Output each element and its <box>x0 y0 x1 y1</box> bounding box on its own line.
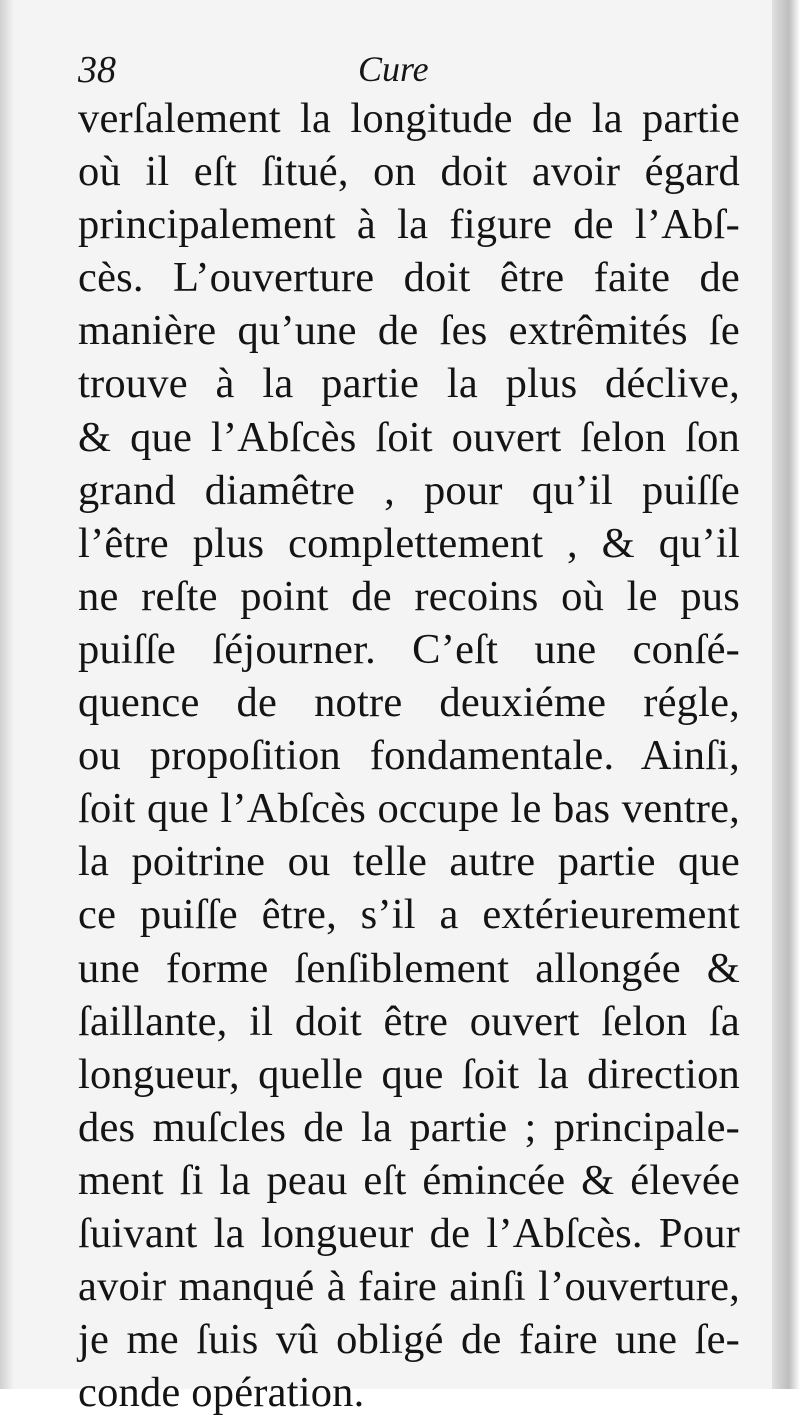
text-line: ne reſte point de recoins où le pus <box>78 572 740 620</box>
text-line: conde opération. <box>78 1369 365 1417</box>
page-left-edge <box>0 0 14 1389</box>
text-line: une forme ſenſiblement allongée & <box>78 944 740 992</box>
text-line: grand diamêtre , pour qu’il puiſſe <box>78 466 740 514</box>
text-line: ou propoſition fondamentale. Ainſi, <box>78 732 740 780</box>
text-line: longueur, quelle que ſoit la direction <box>78 1050 740 1098</box>
text-line: avoir manqué à faire ainſi l’ouverture, <box>78 1263 740 1311</box>
text-line: ſuivant la longueur de l’Abſcès. Pour <box>78 1209 740 1257</box>
text-line: & que l’Abſcès ſoit ouvert ſelon ſon <box>78 413 740 461</box>
text-line: où il eſt ſitué, on doit avoir égard <box>78 148 740 196</box>
text-line: principalement à la figure de l’Abſ- <box>78 201 740 249</box>
text-line: l’être plus complettement , & qu’il <box>78 519 740 567</box>
text-line: ſaillante, il doit être ouvert ſelon ſa <box>78 997 740 1045</box>
text-line: ce puiſſe être, s’il a extérieurement <box>78 891 740 939</box>
page-header <box>78 48 738 98</box>
text-line: des muſcles de la partie ; principale- <box>78 1103 740 1151</box>
text-line: ſoit que l’Abſcès occupe le bas ventre, <box>78 785 740 833</box>
page-gutter-shadow <box>772 0 800 1389</box>
text-line: trouve à la partie la plus déclive, <box>78 360 740 408</box>
text-line: cès. L’ouverture doit être faite de <box>78 254 740 302</box>
text-line: manière qu’une de ſes extrêmités ſe <box>78 307 740 355</box>
running-head: Cure <box>358 49 429 89</box>
page-number: 38 <box>78 49 116 91</box>
text-line: verſalement la longitude de la partie <box>78 95 740 142</box>
text-line: puiſſe ſéjourner. C’eſt une conſé- <box>78 625 740 673</box>
body-text <box>78 92 740 1419</box>
text-line: quence de notre deuxiéme régle, <box>78 679 740 727</box>
text-line: ment ſi la peau eſt émincée & élevée <box>78 1156 740 1204</box>
text-line: je me ſuis vû obligé de faire une ſe- <box>78 1316 740 1364</box>
text-line: la poitrine ou telle autre partie que <box>78 838 740 886</box>
